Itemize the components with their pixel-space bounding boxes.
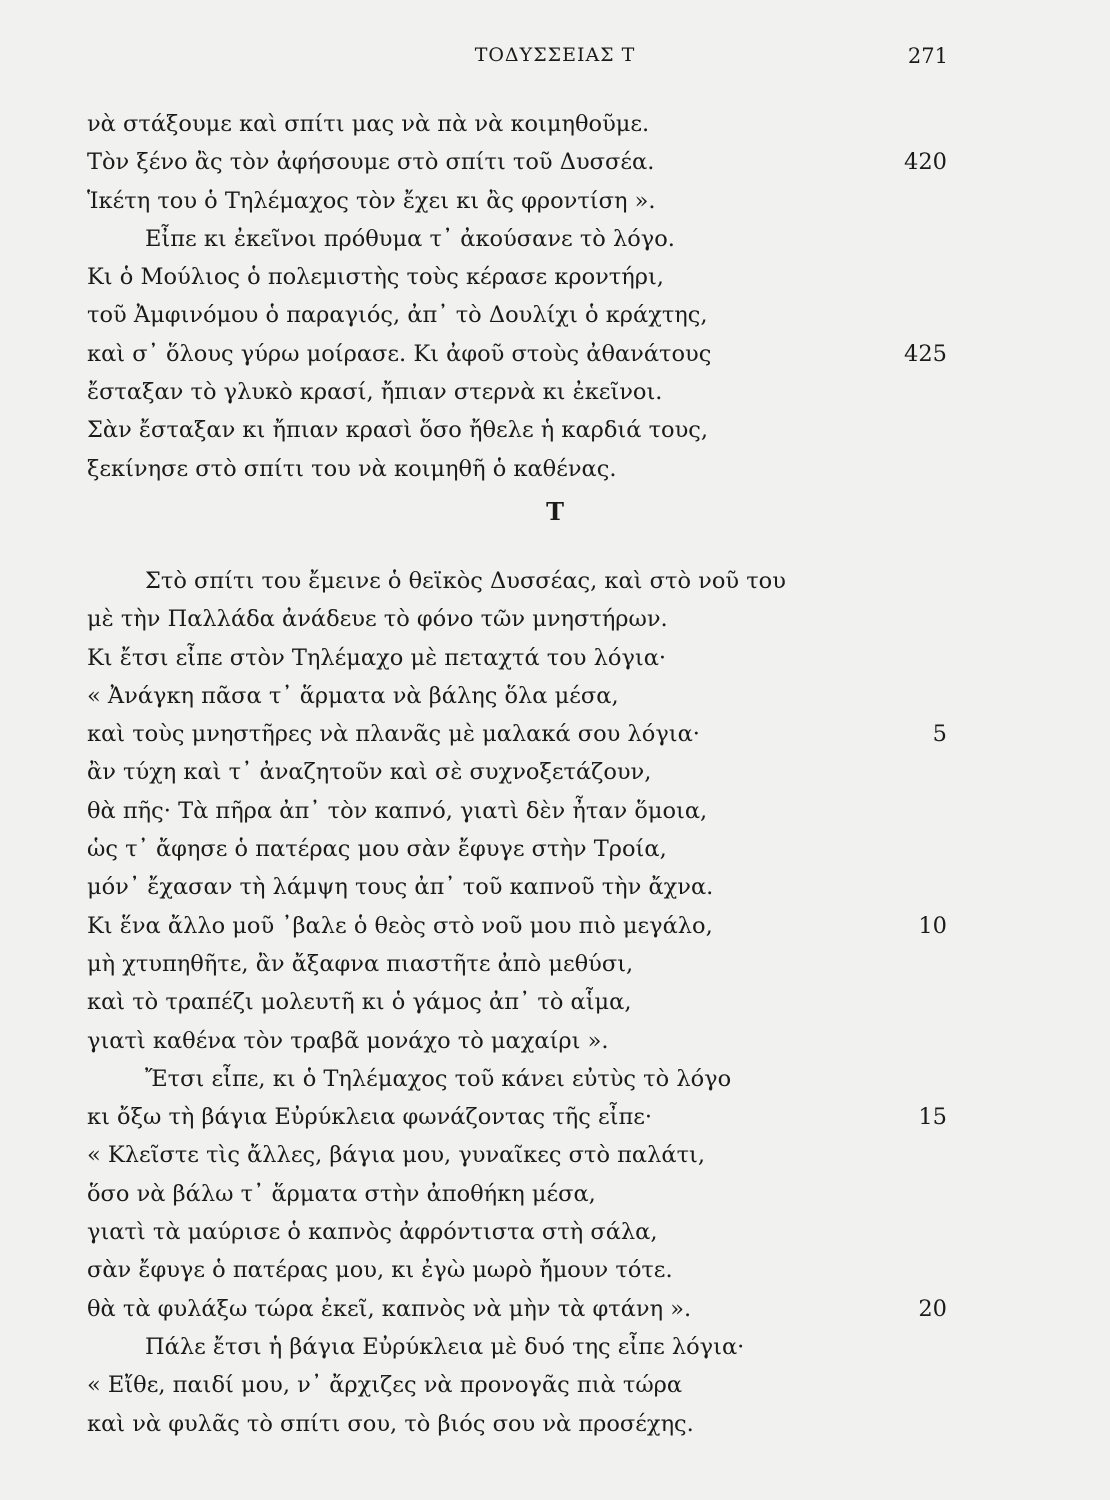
verse-line [87,1022,947,1060]
verse-line [87,373,947,411]
verse-text: μὴ χτυπηθῆτε, ἂν ἄξαφνα πιαστῆτε ἀπὸ μεθύσι, [87,950,634,977]
verse-text: ὅσο νὰ βάλω τ᾿ ἅρματα στὴν ἀποθήκη μέσα, [87,1180,596,1207]
verse-line [87,753,947,791]
verse-text: Τὸν ξένο ἂς τὸν ἀφήσουμε στὸ σπίτι τοῦ Δυσσέα. [87,149,655,176]
verse-text: νὰ στάξουμε καὶ σπίτι μας νὰ πὰ νὰ κοιμηθοῦμε. [87,111,650,137]
verse-text: Ἔτσι εἶπε, κι ὁ Τηλέμαχος τοῦ κάνει εὐτὺς τὸ λόγο [145,1065,732,1092]
verse-line [87,1405,947,1443]
verse-section-top [87,105,947,488]
verse-text: « Κλεῖστε τὶς ἄλλες, βάγια μου, γυναῖκες στὸ παλάτι, [87,1142,706,1169]
verse-line [87,1290,947,1328]
verse-text: γιατὶ τὰ μαύρισε ὁ καπνὸς ἀφρόντιστα στὴ σάλα, [87,1219,658,1246]
verse-line [87,450,947,488]
verse-text: « Εἴθε, παιδί μου, ν᾿ ἄρχιζες νὰ προνογᾶς πιὰ τώρα [87,1372,683,1399]
verse-line [87,105,947,143]
verse-text: θὰ τὰ φυλάξω τώρα ἐκεῖ, καπνὸς νὰ μὴν τὰ φτάνη ». [87,1295,692,1322]
verse-line [87,296,947,334]
verse-text: θὰ πῆς· Τὰ πῆρα ἀπ᾿ τὸν καπνό, γιατὶ δὲν ἦταν ὅμοια, [87,797,708,824]
verse-line [87,1098,947,1136]
verse-line [87,1251,947,1289]
verse-text: σὰν ἔφυγε ὁ πατέρας μου, κι ἐγὼ μωρὸ ἤμουν τότε. [87,1257,673,1284]
verse-line [87,715,947,753]
verse-text: Κι ἔτσι εἶπε στὸν Τηλέμαχο μὲ πεταχτά του λόγια· [87,644,667,671]
verse-text: μὲ τὴν Παλλάδα ἀνάδευε τὸ φόνο τῶν μνηστήρων. [87,606,668,633]
line-number: 10 [918,912,947,939]
verse-line [87,1060,947,1098]
line-number: 20 [918,1295,947,1322]
verse-text: Πάλε ἔτσι ἡ βάγια Εὐρύκλεια μὲ δυό της εἶπε λόγια· [145,1333,745,1360]
verse-text: Ἱκέτη του ὁ Τηλέμαχος τὸν ἔχει κι ἂς φροντίση ». [87,187,656,214]
verse-text: Στὸ σπίτι του ἔμεινε ὁ θεϊκὸς Δυσσέας, καὶ στὸ νοῦ του [145,568,786,594]
verse-line [87,562,947,600]
verse-line [87,143,947,181]
verse-text: κι ὄξω τὴ βάγια Εὐρύκλεια φωνάζοντας τῆς εἶπε· [87,1104,653,1131]
page-number: 271 [907,44,948,68]
verse-line [87,907,947,945]
verse-text: ξεκίνησε στὸ σπίτι του νὰ κοιμηθῆ ὁ καθένας. [87,455,617,482]
verse-line [87,1136,947,1174]
line-number: 425 [904,340,947,367]
verse-line [87,677,947,715]
verse-text: ἂν τύχη καὶ τ᾿ ἀναζητοῦν καὶ σὲ συχνοξετάζουν, [87,759,652,786]
verse-text: « Ἀνάγκη πᾶσα τ᾿ ἅρματα νὰ βάλης ὅλα μέσα, [87,682,619,709]
verse-line [87,983,947,1021]
book-letter-heading: Τ [546,497,564,526]
verse-line [87,1175,947,1213]
verse-text: ὡς τ᾿ ἄφησε ὁ πατέρας μου σὰν ἔφυγε στὴν Τροία, [87,836,667,863]
verse-line [87,411,947,449]
verse-line [87,868,947,906]
verse-line [87,1366,947,1404]
verse-text: μόν᾿ ἔχασαν τὴ λάμψη τους ἀπ᾿ τοῦ καπνοῦ τὴν ἄχνα. [87,874,714,901]
verse-text: ἔσταξαν τὸ γλυκὸ κρασί, ἤπιαν στερνὰ κι ἐκεῖνοι. [87,379,663,406]
verse-text: γιατὶ καθένα τὸν τραβᾶ μονάχο τὸ μαχαίρι ». [87,1027,609,1054]
verse-line [87,220,947,258]
verse-section-bottom [87,562,947,1443]
running-header: ΤΟΔΥΣΣΕΙΑΣ Τ [474,44,636,66]
verse-text: τοῦ Ἀμφινόμου ὁ παραγιός, ἀπ᾿ τὸ Δουλίχι ὁ κράχτης, [87,302,708,329]
verse-line [87,182,947,220]
verse-text: καὶ τὸ τραπέζι μολευτῆ κι ὁ γάμος ἀπ᾿ τὸ αἷμα, [87,989,632,1016]
verse-text: Κι ἕνα ἄλλο μοῦ ᾿βαλε ὁ θεὸς στὸ νοῦ μου πιὸ μεγάλο, [87,912,713,939]
verse-line [87,830,947,868]
verse-text: καὶ νὰ φυλᾶς τὸ σπίτι σου, τὸ βιός σου νὰ προσέχης. [87,1410,694,1437]
verse-line [87,258,947,296]
verse-text: καὶ σ᾿ ὅλους γύρω μοίρασε. Κι ἀφοῦ στοὺς ἀθανάτους [87,340,712,367]
line-number: 420 [904,149,947,176]
verse-text: Σὰν ἔσταξαν κι ἤπιαν κρασὶ ὅσο ἤθελε ἡ καρδιά τους, [87,417,709,444]
verse-line [87,600,947,638]
verse-text: καὶ τοὺς μνηστῆρες νὰ πλανᾶς μὲ μαλακά σου λόγια· [87,721,700,748]
verse-line [87,1213,947,1251]
verse-line [87,1328,947,1366]
verse-line [87,639,947,677]
verse-text: Εἶπε κι ἐκεῖνοι πρόθυμα τ᾿ ἀκούσανε τὸ λόγο. [145,225,675,252]
verse-text: Κι ὁ Μούλιος ὁ πολεμιστὴς τοὺς κέρασε κροντήρι, [87,264,664,291]
line-number: 5 [932,721,947,748]
line-number: 15 [918,1104,947,1131]
verse-line [87,792,947,830]
verse-line [87,335,947,373]
verse-line [87,945,947,983]
